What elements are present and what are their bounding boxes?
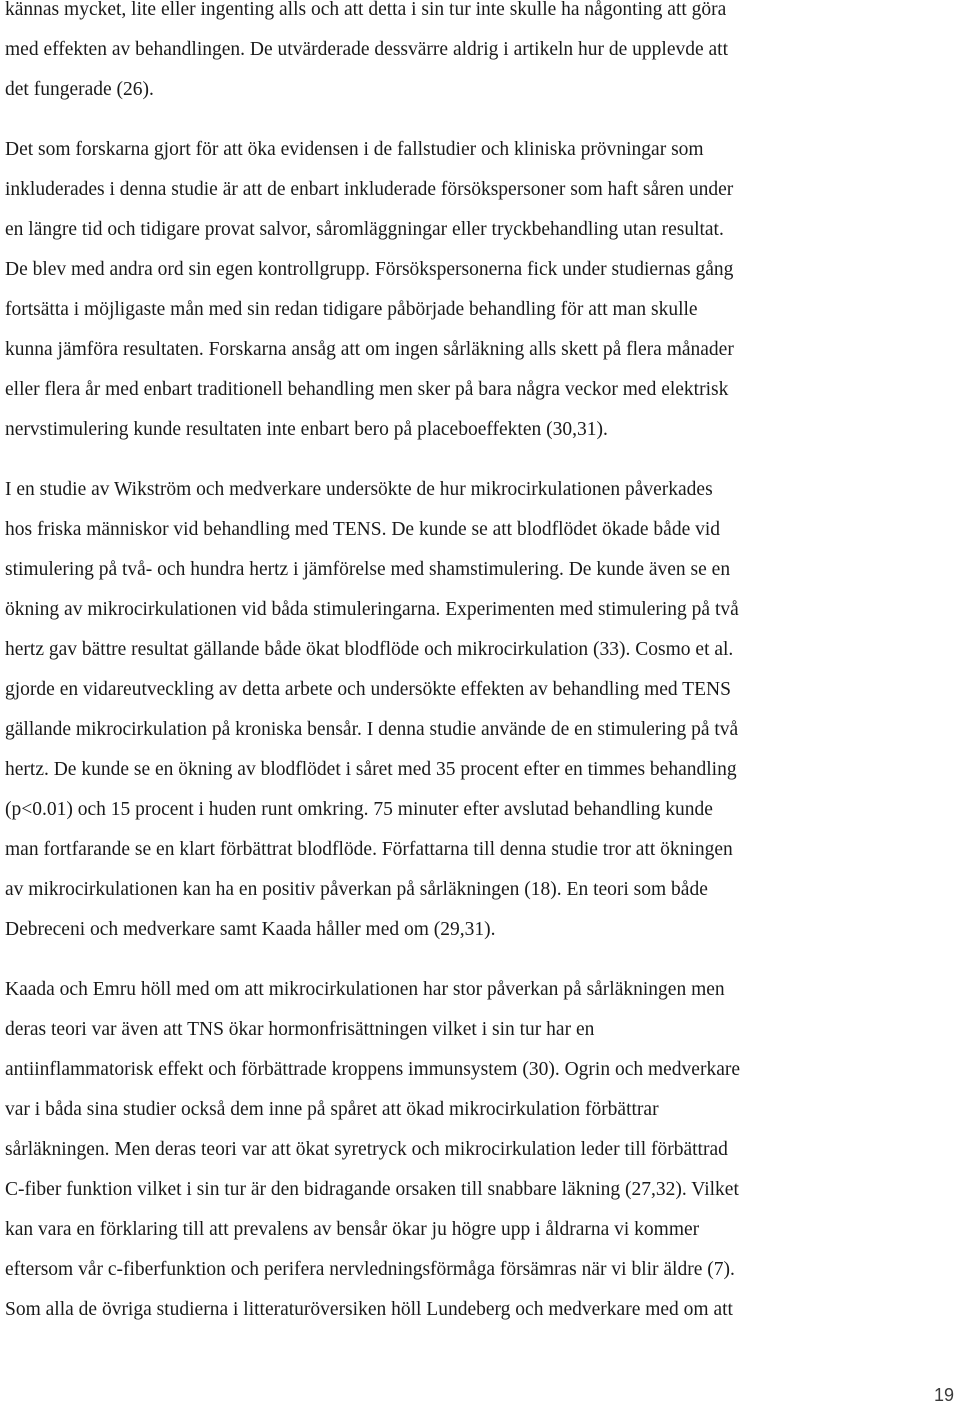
text-line: C-fiber funktion vilket i sin tur är den bidragande orsaken till snabbare läkning (27,32). Vilket xyxy=(5,1179,739,1200)
text-line: av mikrocirkulationen kan ha en positiv påverkan på sårläkningen (18). En teori som både xyxy=(5,879,708,900)
text-line: fortsätta i möjligaste mån med sin redan tidigare påbörjade behandling för att man skulle xyxy=(5,299,698,320)
text-line: gällande mikrocirkulation på kroniska bensår. I denna studie använde de en stimulering på två xyxy=(5,719,739,740)
text-line: det fungerade (26). xyxy=(5,79,154,100)
text-line: I en studie av Wikström och medverkare undersökte de hur mikrocirkulationen påverkades xyxy=(5,479,713,500)
paragraph-2 xyxy=(5,130,905,450)
text-line: nervstimulering kunde resultaten inte enbart bero på placeboeffekten (30,31). xyxy=(5,419,608,440)
text-line: hertz gav bättre resultat gällande både ökat blodflöde och mikrocirkulation (33). Cosmo et al. xyxy=(5,639,734,660)
text-line: Kaada och Emru höll med om att mikrocirkulationen har stor påverkan på sårläkningen men xyxy=(5,979,725,1000)
text-line: De blev med andra ord sin egen kontrollgrupp. Försökspersonerna fick under studiernas gång xyxy=(5,259,734,280)
paragraph-1 xyxy=(5,0,905,110)
page-number: 19 xyxy=(933,1385,954,1405)
text-line: kunna jämföra resultaten. Forskarna ansåg att om ingen sårläkning alls skett på flera månader xyxy=(5,339,734,360)
text-line: kännas mycket, lite eller ingenting alls och att detta i sin tur inte skulle ha någonting att göra xyxy=(5,0,727,20)
text-line: hertz. De kunde se en ökning av blodflödet i såret med 35 procent efter en timmes behandling xyxy=(5,759,737,780)
paragraph-4 xyxy=(5,970,905,1330)
text-line: Det som forskarna gjort för att öka evidensen i de fallstudier och kliniska prövningar som xyxy=(5,139,704,160)
text-line: sårläkningen. Men deras teori var att ökat syretryck och mikrocirkulation leder till förbättrad xyxy=(5,1139,728,1160)
text-line: en längre tid och tidigare provat salvor, såromläggningar eller tryckbehandling utan resultat. xyxy=(5,219,724,240)
text-line: kan vara en förklaring till att prevalens av bensår ökar ju högre upp i åldrarna vi kommer xyxy=(5,1219,700,1240)
text-line: inkluderades i denna studie är att de enbart inkluderade försökspersoner som haft såren under xyxy=(5,179,734,200)
text-line: ökning av mikrocirkulationen vid båda stimuleringarna. Experimenten med stimulering på två xyxy=(5,599,739,620)
text-line: Debreceni och medverkare samt Kaada håller med om (29,31). xyxy=(5,919,496,940)
text-line: gjorde en vidareutveckling av detta arbete och undersökte effekten av behandling med TENS xyxy=(5,679,731,700)
text-line: (p<0.01) och 15 procent i huden runt omkring. 75 minuter efter avslutad behandling kunde xyxy=(5,799,713,820)
paragraph-3 xyxy=(5,470,905,950)
text-line: med effekten av behandlingen. De utvärderade dessvärre aldrig i artikeln hur de upplevde att xyxy=(5,39,729,60)
text-line: eller flera år med enbart traditionell behandling men sker på bara några veckor med elektrisk xyxy=(5,379,729,400)
text-line: Som alla de övriga studierna i litteraturöversiken höll Lundeberg och medverkare med om att xyxy=(5,1299,733,1320)
text-line: stimulering på två- och hundra hertz i jämförelse med shamstimulering. De kunde även se en xyxy=(5,559,731,580)
text-line: hos friska människor vid behandling med TENS. De kunde se att blodflödet ökade både vid xyxy=(5,519,721,540)
text-line: eftersom vår c-fiberfunktion och perifera nervledningsförmåga försämras när vi blir äldre (7). xyxy=(5,1259,735,1280)
text-line: deras teori var även att TNS ökar hormonfrisättningen vilket i sin tur har en xyxy=(5,1019,595,1040)
text-line: man fortfarande se en klart förbättrat blodflöde. Författarna till denna studie tror att ökningen xyxy=(5,839,733,860)
text-line: antiinflammatorisk effekt och förbättrade kroppens immunsystem (30). Ogrin och medverkare xyxy=(5,1059,741,1080)
text-line: var i båda sina studier också dem inne på spåret att ökad mikrocirkulation förbättrar xyxy=(5,1099,659,1120)
